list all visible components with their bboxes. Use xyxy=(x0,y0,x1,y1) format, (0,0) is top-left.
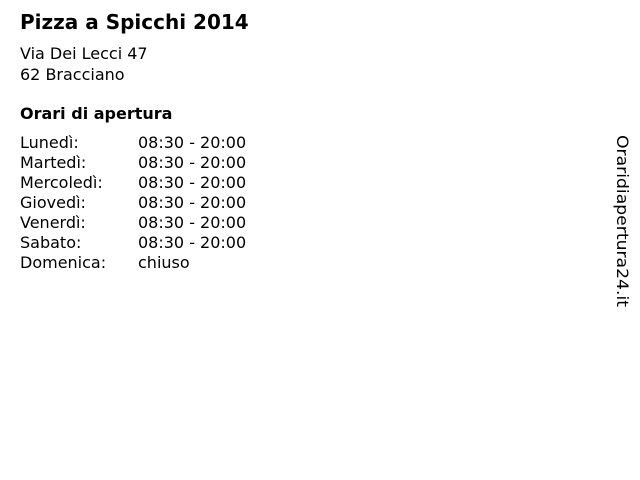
watermark-text: Oraridiapertura24.it xyxy=(613,135,632,295)
day-label: Lunedì: xyxy=(20,133,79,152)
day-label: Giovedì: xyxy=(20,193,86,212)
watermark-svg xyxy=(610,135,634,310)
time-value: 08:30 - 20:00 xyxy=(138,213,247,232)
site-watermark xyxy=(610,135,634,310)
business-address xyxy=(20,43,148,85)
day-label: Domenica: xyxy=(20,253,107,272)
time-value: 08:30 - 20:00 xyxy=(138,193,247,212)
time-value: 08:30 - 20:00 xyxy=(138,153,247,172)
time-value: 08:30 - 20:00 xyxy=(138,173,247,192)
address-city: 62 Bracciano xyxy=(20,65,125,84)
time-value: 08:30 - 20:00 xyxy=(138,233,247,252)
day-label: Venerdì: xyxy=(20,213,86,232)
business-name: Pizza a Spicchi 2014 xyxy=(20,10,249,34)
opening-hours-heading: Orari di apertura xyxy=(20,104,173,123)
address-street: Via Dei Lecci 47 xyxy=(20,44,148,63)
day-label: Martedì: xyxy=(20,153,87,172)
day-label: Mercoledì: xyxy=(20,173,103,192)
day-label: Sabato: xyxy=(20,233,82,252)
time-value: 08:30 - 20:00 xyxy=(138,133,247,152)
time-value: chiuso xyxy=(138,253,190,272)
